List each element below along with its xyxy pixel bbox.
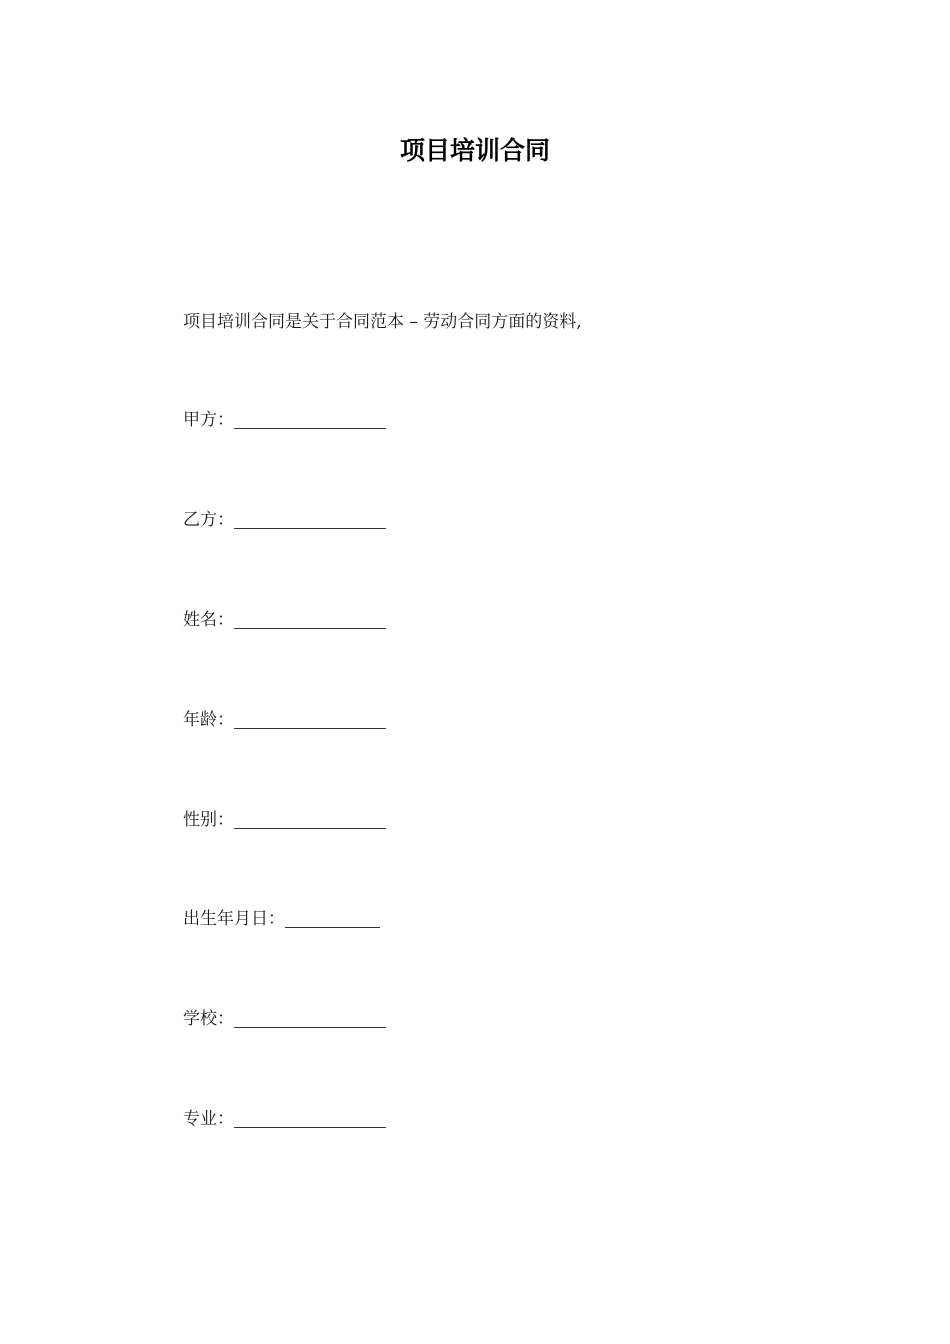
blank-line	[234, 1127, 386, 1128]
blank-line	[234, 1027, 386, 1028]
field-label: 甲方：	[183, 410, 234, 430]
blank-line	[234, 428, 386, 429]
blank-line	[234, 628, 386, 629]
intro-paragraph: 项目培训合同是关于合同范本 – 劳动合同方面的资料,	[183, 312, 582, 332]
field-birthdate	[183, 907, 380, 931]
field-major	[183, 1107, 386, 1131]
field-label: 出生年月日：	[183, 909, 285, 929]
field-school	[183, 1007, 386, 1031]
blank-line	[234, 528, 386, 529]
field-label: 姓名：	[183, 610, 234, 630]
field-party-b	[183, 508, 386, 532]
field-label: 性别：	[183, 810, 234, 830]
field-label: 专业：	[183, 1109, 234, 1129]
field-name	[183, 608, 386, 632]
field-label: 乙方：	[183, 510, 234, 530]
field-label: 学校：	[183, 1009, 234, 1029]
blank-line	[234, 728, 386, 729]
blank-line	[234, 828, 386, 829]
field-label: 年龄：	[183, 710, 234, 730]
blank-line	[285, 927, 380, 928]
field-age	[183, 708, 386, 732]
field-party-a	[183, 408, 386, 432]
document-title: 项目培训合同	[399, 136, 550, 165]
field-gender	[183, 808, 386, 832]
